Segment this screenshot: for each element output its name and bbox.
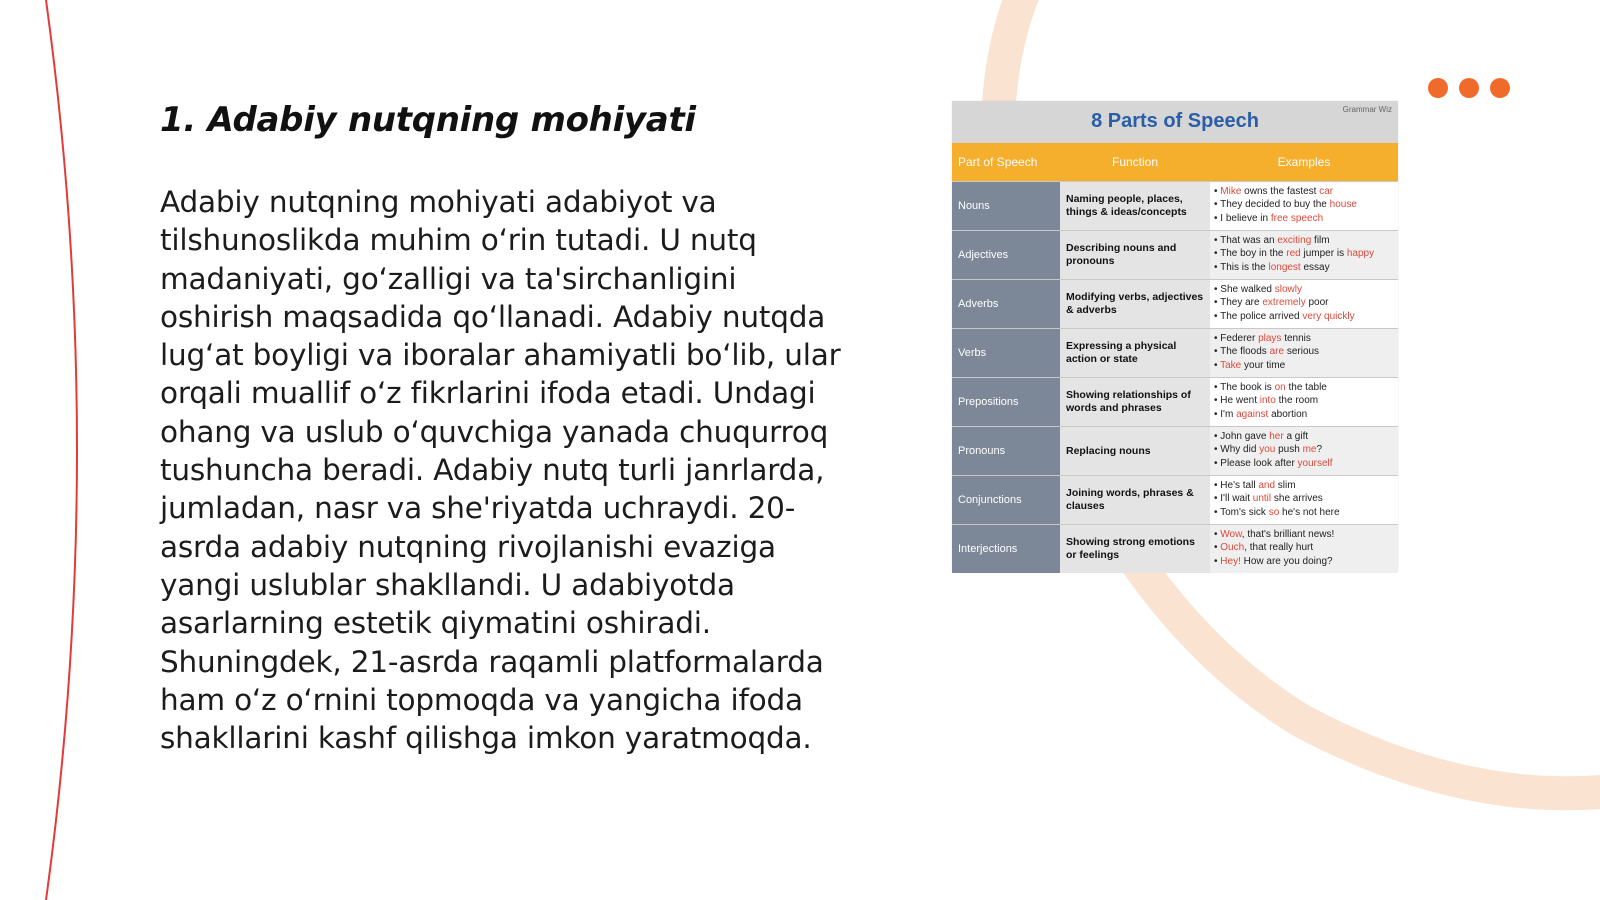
table-body: [952, 181, 1398, 573]
example-text: , that really hurt: [1244, 542, 1314, 554]
highlighted-word: into: [1259, 395, 1276, 407]
example-text: he's not here: [1279, 506, 1340, 518]
table-row: [952, 377, 1398, 426]
red-side-line: [46, 0, 77, 900]
example-line: [1214, 528, 1394, 541]
part-of-speech-function: Showing relationships of words and phrases: [1060, 378, 1210, 426]
example-text: He went: [1220, 395, 1260, 407]
parts-of-speech-table: [952, 101, 1398, 571]
example-text: slim: [1275, 480, 1296, 491]
example-line: [1214, 555, 1394, 568]
part-of-speech-name: Adverbs: [952, 280, 1060, 328]
example-line: [1214, 198, 1394, 211]
highlighted-word: Ouch: [1220, 542, 1245, 554]
table-row: [952, 230, 1398, 279]
examples-cell: [1210, 378, 1398, 426]
circle-icon: [1459, 78, 1479, 98]
example-line: [1214, 310, 1394, 323]
example-text: tennis: [1281, 333, 1311, 344]
example-line: [1214, 185, 1394, 198]
example-text: The floods: [1220, 346, 1270, 358]
circle-icon: [1490, 78, 1510, 98]
example-text: This is the: [1220, 261, 1269, 273]
table-row: [952, 328, 1398, 377]
example-text: He's tall: [1220, 480, 1259, 491]
example-text: That was an: [1220, 235, 1278, 246]
table-header: [952, 101, 1398, 143]
examples-cell: [1210, 476, 1398, 524]
example-text: How are you doing?: [1240, 555, 1333, 567]
example-text: I'm: [1220, 408, 1237, 420]
examples-cell: [1210, 329, 1398, 377]
example-text: John gave: [1220, 431, 1270, 442]
highlighted-word: slowly: [1274, 284, 1302, 295]
example-line: [1214, 345, 1394, 358]
highlighted-word: Hey!: [1220, 555, 1241, 567]
part-of-speech-name: Nouns: [952, 182, 1060, 230]
table-title: 8 Parts of Speech: [1091, 110, 1259, 132]
example-text: she arrives: [1271, 493, 1323, 505]
highlighted-word: you: [1259, 444, 1276, 456]
highlighted-word: plays: [1258, 333, 1282, 344]
table-brand: Grammar Wiz: [1342, 105, 1392, 114]
example-text: the table: [1285, 382, 1327, 393]
example-line: [1214, 394, 1394, 407]
examples-cell: [1210, 427, 1398, 475]
example-text: a gift: [1283, 431, 1309, 442]
example-text: Federer: [1220, 333, 1259, 344]
decorative-dots: [1428, 78, 1510, 98]
example-text: She walked: [1220, 284, 1275, 295]
highlighted-word: very quickly: [1302, 310, 1355, 322]
example-line: [1214, 457, 1394, 470]
part-of-speech-function: Describing nouns and pronouns: [1060, 231, 1210, 279]
highlighted-word: longest: [1268, 261, 1301, 273]
example-line: [1214, 430, 1394, 443]
highlighted-word: me: [1302, 444, 1317, 456]
highlighted-word: house: [1329, 199, 1357, 211]
example-text: The boy in the: [1220, 248, 1287, 260]
part-of-speech-function: Replacing nouns: [1060, 427, 1210, 475]
highlighted-word: red: [1286, 248, 1301, 260]
example-text: ?: [1316, 444, 1323, 456]
example-text: the room: [1275, 395, 1319, 407]
highlighted-word: exciting: [1277, 235, 1312, 246]
table-row: [952, 279, 1398, 328]
column-header: Part of Speech: [958, 155, 1038, 169]
highlighted-word: car: [1319, 186, 1334, 197]
example-text: The book is: [1220, 382, 1275, 393]
highlighted-word: Wow: [1220, 529, 1242, 540]
example-text: I believe in: [1220, 212, 1271, 224]
part-of-speech-name: Adjectives: [952, 231, 1060, 279]
example-text: Why did: [1220, 444, 1260, 456]
highlighted-word: her: [1269, 431, 1284, 442]
example-line: [1214, 212, 1394, 225]
column-header: Function: [1111, 155, 1159, 169]
example-line: [1214, 492, 1394, 505]
table-row: [952, 181, 1398, 230]
example-line: [1214, 541, 1394, 554]
highlighted-word: against: [1236, 408, 1269, 420]
part-of-speech-function: Modifying verbs, adjectives & adverbs: [1060, 280, 1210, 328]
highlighted-word: so: [1268, 506, 1280, 518]
part-of-speech-name: Verbs: [952, 329, 1060, 377]
example-line: [1214, 443, 1394, 456]
example-text: serious: [1284, 346, 1320, 358]
table-row: [952, 524, 1398, 573]
example-text: essay: [1300, 261, 1330, 273]
example-text: Please look after: [1220, 457, 1298, 469]
example-line: [1214, 381, 1394, 394]
highlighted-word: yourself: [1297, 457, 1333, 469]
examples-cell: [1210, 182, 1398, 230]
example-line: [1214, 359, 1394, 372]
example-text: They decided to buy the: [1220, 199, 1330, 211]
example-text: film: [1311, 235, 1330, 246]
part-of-speech-name: Conjunctions: [952, 476, 1060, 524]
example-text: The police arrived: [1220, 310, 1303, 322]
examples-cell: [1210, 280, 1398, 328]
highlighted-word: until: [1252, 493, 1272, 505]
slide-heading: 1. Adabiy nutqning mohiyati: [160, 100, 696, 140]
example-text: your time: [1241, 359, 1286, 371]
example-text: owns the fastest: [1241, 186, 1320, 197]
example-line: [1214, 408, 1394, 421]
example-line: [1214, 283, 1394, 296]
highlighted-word: Mike: [1220, 186, 1242, 197]
column-header: Examples: [1277, 155, 1331, 169]
part-of-speech-function: Joining words, phrases & clauses: [1060, 476, 1210, 524]
examples-cell: [1210, 525, 1398, 573]
slide-body-text: Adabiy nutqning mohiyati adabiyot va tilshunoslikda muhim o‘rin tutadi. U nutq madaniyati, go‘zalligi va ta'sirchanligini oshirish maqsadida qo‘llanadi. Adabiy nutqda lug‘at boyligi va iboralar ahamiyatli bo‘lib, ular orqali muallif o‘z fikrlarini ifoda etadi. Undagi ohang va uslub o‘quvchiga yanada chuqurroq tushuncha beradi. Adabiy nutq turli janrlarda, jumladan, nasr va she'riyatda uchraydi. 20-asrda adabiy nutqning rivojlanishi evaziga yangi uslublar shakllandi. U adabiyotda asarlarning estetik qiymatini oshiradi. Shuningdek, 21-asrda raqamli platformalarda ham o‘z o‘rnini topmoqda va yangicha ifoda shakllarini kashf qilishga imkon yaratmoqda.: [160, 185, 841, 756]
highlighted-word: are: [1269, 346, 1285, 358]
example-text: jumper is: [1300, 248, 1347, 260]
example-line: [1214, 296, 1394, 309]
examples-cell: [1210, 231, 1398, 279]
example-text: , that's brilliant news!: [1241, 529, 1335, 540]
highlighted-word: happy: [1346, 248, 1375, 260]
example-text: They are: [1220, 297, 1263, 309]
part-of-speech-function: Showing strong emotions or feelings: [1060, 525, 1210, 573]
part-of-speech-name: Pronouns: [952, 427, 1060, 475]
circle-icon: [1428, 78, 1448, 98]
part-of-speech-name: Prepositions: [952, 378, 1060, 426]
highlighted-word: Take: [1220, 359, 1242, 371]
example-line: [1214, 261, 1394, 274]
example-line: [1214, 506, 1394, 519]
table-row: [952, 426, 1398, 475]
highlighted-word: and: [1258, 480, 1276, 491]
part-of-speech-name: Interjections: [952, 525, 1060, 573]
example-line: [1214, 234, 1394, 247]
example-text: push: [1275, 444, 1303, 456]
example-text: abortion: [1268, 408, 1308, 420]
example-text: Tom's sick: [1220, 506, 1269, 518]
table-row: [952, 475, 1398, 524]
part-of-speech-function: Expressing a physical action or state: [1060, 329, 1210, 377]
example-text: poor: [1305, 297, 1329, 309]
example-line: [1214, 479, 1394, 492]
highlighted-word: free speech: [1270, 212, 1324, 224]
example-line: [1214, 247, 1394, 260]
highlighted-word: on: [1274, 382, 1286, 393]
highlighted-word: extremely: [1262, 297, 1306, 309]
table-column-headers: [952, 143, 1398, 181]
example-line: [1214, 332, 1394, 345]
part-of-speech-function: Naming people, places, things & ideas/concepts: [1060, 182, 1210, 230]
example-text: I'll wait: [1220, 493, 1253, 505]
